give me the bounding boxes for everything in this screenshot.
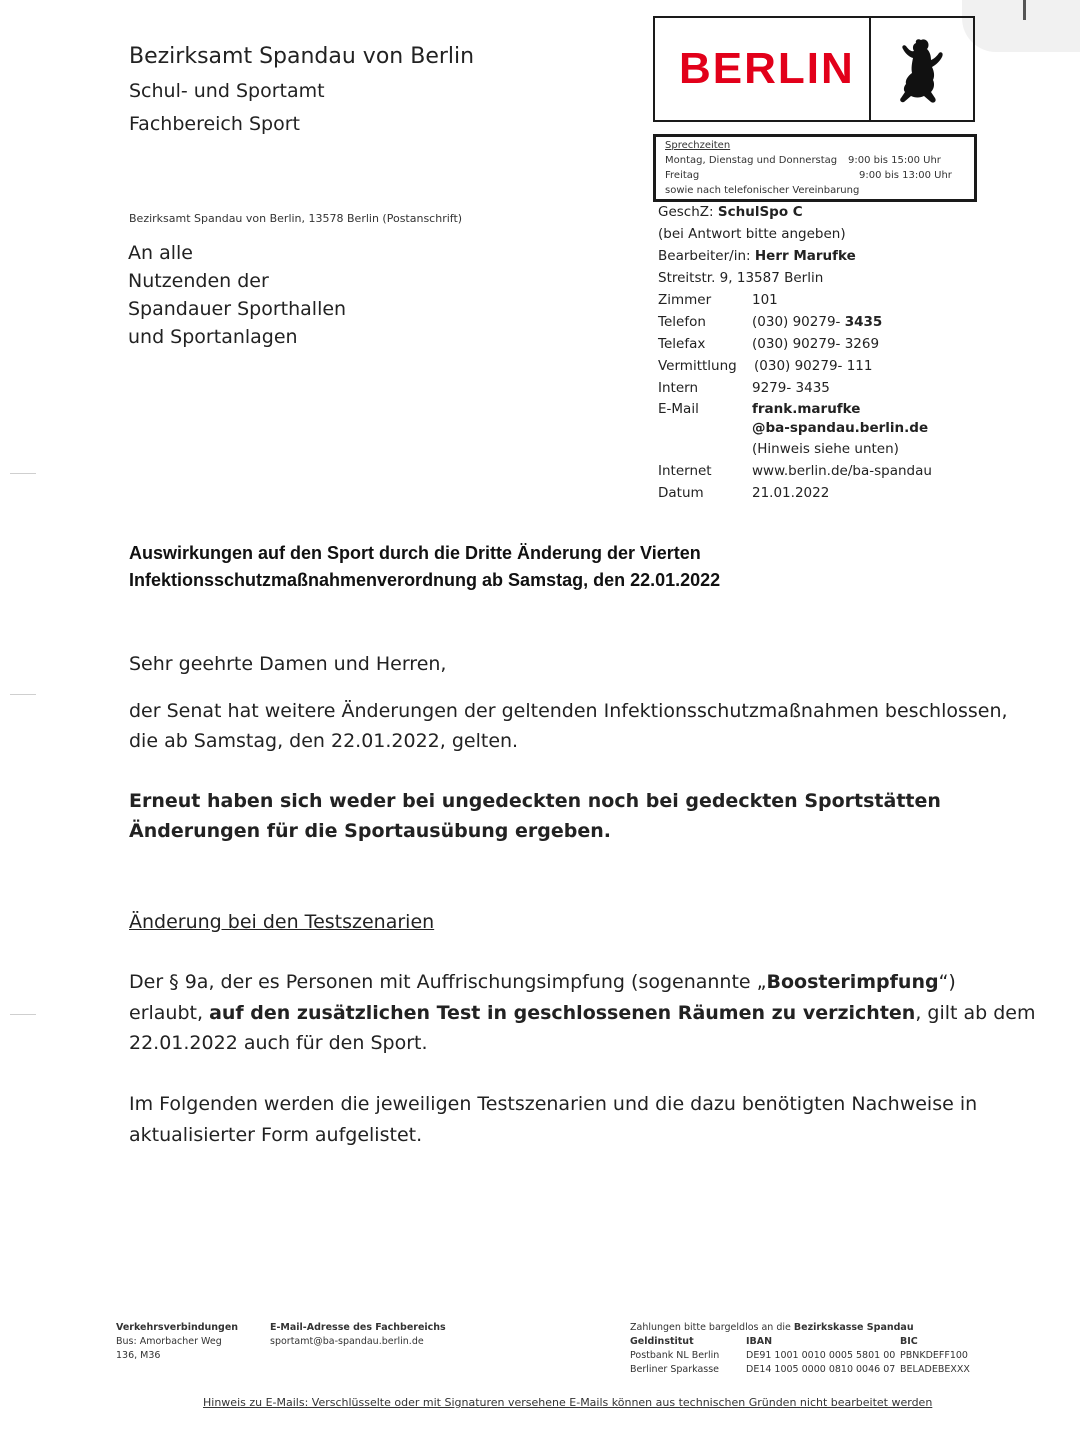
office-hours-heading: Sprechzeiten xyxy=(665,140,731,151)
footer-email-heading: E-Mail-Adresse des Fachbereichs xyxy=(270,1322,446,1333)
email-note: (Hinweis siehe unten) xyxy=(752,441,899,457)
recipient-line: Spandauer Sporthallen xyxy=(128,298,347,320)
footer-email-link[interactable]: sportamt@ba-spandau.berlin.de xyxy=(270,1336,424,1347)
corner-shade xyxy=(962,0,1080,52)
internet-label: Internet xyxy=(658,463,712,479)
room-value: 101 xyxy=(752,292,778,308)
transport-heading: Verkehrsverbindungen xyxy=(116,1322,239,1333)
bank-name: Berliner Sparkasse xyxy=(630,1364,720,1375)
website-link[interactable]: www.berlin.de/ba-spandau xyxy=(752,463,932,479)
paragraph-line: 22.01.2022 auch für den Sport. xyxy=(129,1032,428,1054)
salutation: Sehr geehrte Damen und Herren, xyxy=(129,653,447,675)
subject-line: Auswirkungen auf den Sport durch die Dritte Änderung der Vierten xyxy=(129,543,701,563)
transport-line: Bus: Amorbacher Weg xyxy=(116,1336,222,1347)
switchboard-value: (030) 90279- 111 xyxy=(754,358,873,374)
office-hours-days: Freitag xyxy=(665,170,700,181)
office-hours-days: Montag, Dienstag und Donnerstag xyxy=(665,155,838,166)
switchboard-label: Vermittlung xyxy=(658,358,737,374)
paragraph-line: der Senat hat weitere Änderungen der geltenden Infektionsschutzmaßnahmen beschlossen, xyxy=(129,700,1008,722)
fold-mark xyxy=(10,1014,36,1015)
paragraph-line: die ab Samstag, den 22.01.2022, gelten. xyxy=(129,730,519,752)
transport-line: 136, M36 xyxy=(116,1350,161,1361)
recipient-line: Nutzenden der xyxy=(128,270,269,292)
email-link[interactable]: @ba-spandau.berlin.de xyxy=(752,420,929,436)
email-link[interactable]: frank.marufke xyxy=(752,401,861,417)
emphasis-paragraph-line: Erneut haben sich weder bei ungedeckten noch bei gedeckten Sportstätten xyxy=(129,790,941,812)
fax-value: (030) 90279- 3269 xyxy=(752,336,880,352)
logo-wordmark: BERLIN xyxy=(679,44,855,93)
division: Fachbereich Sport xyxy=(129,113,300,135)
subject-line: Infektionsschutzmaßnahmenverordnung ab Samstag, den 22.01.2022 xyxy=(129,570,721,590)
payment-note: Zahlungen bitte bargeldlos an die Bezirkskasse Spandau xyxy=(630,1322,914,1333)
fold-mark xyxy=(10,473,36,474)
paragraph-line: Im Folgenden werden die jeweiligen Testszenarien und die dazu benötigten Nachweise in xyxy=(129,1093,978,1115)
office-hours-time: 9:00 bis 13:00 Uhr xyxy=(859,170,952,181)
recipient-line: und Sportanlagen xyxy=(128,326,298,348)
col-bic: BIC xyxy=(900,1336,918,1347)
room-label: Zimmer xyxy=(658,292,712,308)
bank-bic: PBNKDEFF100 xyxy=(900,1350,968,1361)
punch-mark xyxy=(10,694,36,695)
paragraph-line: Der § 9a, der es Personen mit Auffrischungsimpfung (sogenannte „Boosterimpfung“) xyxy=(129,971,956,993)
office-hours-box xyxy=(653,134,977,202)
bank-iban: DE91 1001 0010 0005 5801 00 xyxy=(746,1350,896,1361)
col-iban: IBAN xyxy=(746,1336,773,1347)
reference-note: (bei Antwort bitte angeben) xyxy=(658,226,846,242)
phone-value: (030) 90279- 3435 xyxy=(752,314,883,330)
sender-address-line: Bezirksamt Spandau von Berlin, 13578 Berlin (Postanschrift) xyxy=(129,212,463,225)
berlin-bear-icon xyxy=(891,36,953,106)
bank-bic: BELADEBEXXX xyxy=(900,1364,970,1375)
handler: Bearbeiter/in: Herr Marufke xyxy=(658,248,856,264)
paragraph-line: aktualisierter Form aufgelistet. xyxy=(129,1124,423,1146)
section-heading: Änderung bei den Testszenarien xyxy=(129,911,435,933)
berlin-logo xyxy=(653,16,975,122)
fax-label: Telefax xyxy=(658,336,706,352)
scroll-indicator[interactable] xyxy=(1023,0,1026,20)
bank-iban: DE14 1005 0000 0810 0046 07 xyxy=(746,1364,896,1375)
internal-label: Intern xyxy=(658,380,699,396)
logo-divider xyxy=(869,18,871,120)
reference-number: GeschZ: SchulSpo C xyxy=(658,204,803,220)
emphasis-paragraph-line: Änderungen für die Sportausübung ergeben. xyxy=(129,820,611,842)
office-hours-note: sowie nach telefonischer Vereinbarung xyxy=(665,185,860,196)
department: Schul- und Sportamt xyxy=(129,80,325,102)
street-address: Streitstr. 9, 13587 Berlin xyxy=(658,270,824,286)
paragraph-line: erlaubt, auf den zusätzlichen Test in geschlossenen Räumen zu verzichten, gilt ab dem xyxy=(129,1002,1036,1024)
date-value: 21.01.2022 xyxy=(752,485,830,501)
bank-name: Postbank NL Berlin xyxy=(630,1350,720,1361)
phone-label: Telefon xyxy=(658,314,706,330)
org-name: Bezirksamt Spandau von Berlin xyxy=(129,44,475,69)
email-label: E-Mail xyxy=(658,401,699,417)
recipient-line: An alle xyxy=(128,242,193,264)
email-notice: Hinweis zu E-Mails: Verschlüsselte oder mit Signaturen versehene E-Mails können aus technischen Gründen nicht bearbeitet werden xyxy=(203,1396,933,1409)
office-hours-time: 9:00 bis 15:00 Uhr xyxy=(848,155,941,166)
internal-value: 9279- 3435 xyxy=(752,380,830,396)
col-institute: Geldinstitut xyxy=(630,1336,694,1347)
date-label: Datum xyxy=(658,485,704,501)
